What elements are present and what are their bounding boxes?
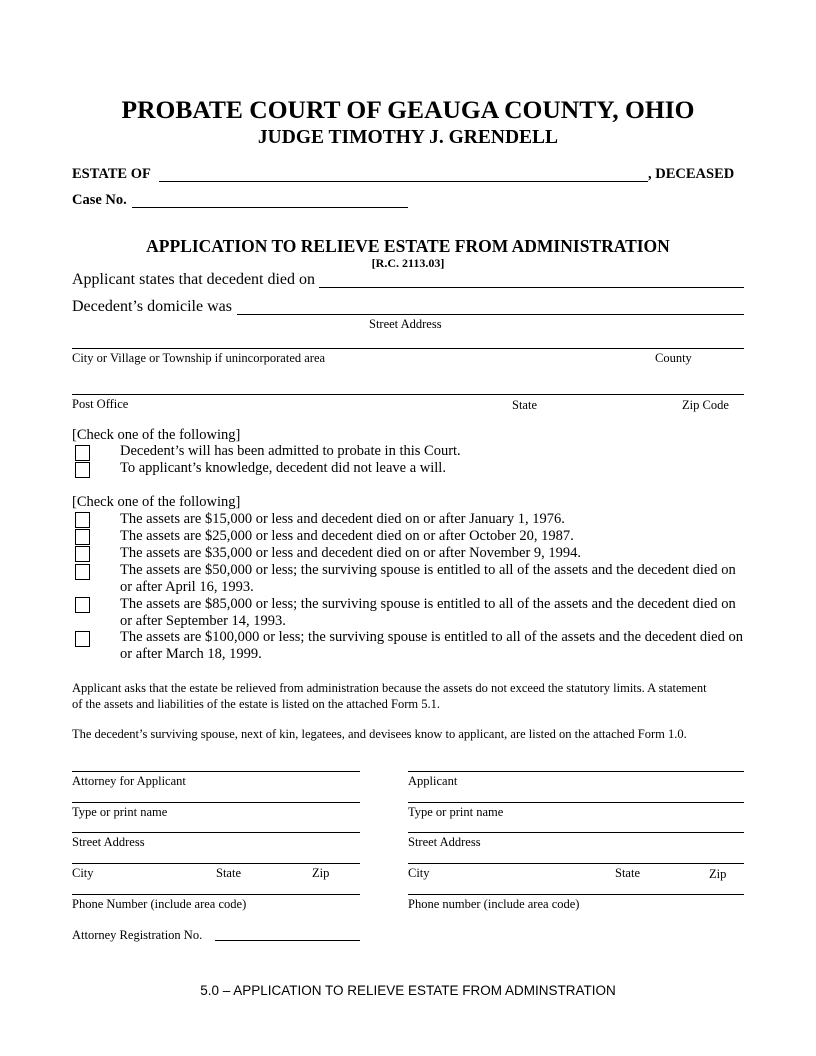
assets-25000-checkbox[interactable] (75, 529, 90, 545)
assets-100000-checkbox[interactable] (75, 631, 90, 647)
will-instruction: [Check one of the following] (72, 427, 241, 443)
next-of-kin-statement: The decedent’s surviving spouse, next of kin, legatees, and devisees know to applicant, are listed on the attached Form 1.0. (72, 727, 687, 741)
post-office-caption: Post Office (72, 397, 129, 411)
case-no-label: Case No. (72, 192, 127, 208)
applicant-zip-caption: Zip (709, 867, 727, 881)
assets-option-label: The assets are $50,000 or less; the surviving spouse is entitled to all of the assets and the decedent died on or after April 16, 1993. (120, 562, 736, 595)
form-title: APPLICATION TO RELIEVE ESTATE FROM ADMINISTRATION (146, 236, 670, 256)
assets-option-label: The assets are $100,000 or less; the surviving spouse is entitled to all of the assets and the decedent died on or after March 18, 1999. (120, 629, 743, 662)
deceased-label: , DECEASED (648, 166, 735, 182)
assets-50000-checkbox[interactable] (75, 564, 90, 580)
applicant-street-caption: Street Address (408, 835, 481, 849)
estate-of-label: ESTATE OF (72, 166, 151, 182)
attorney-signature-caption: Attorney for Applicant (72, 774, 186, 788)
attorney-phone-line[interactable] (72, 894, 360, 895)
assets-option-label: The assets are $25,000 or less and decedent died on or after October 20, 1987. (120, 528, 574, 544)
will-option-label: To applicant’s knowledge, decedent did not leave a will. (120, 460, 446, 476)
assets-option-label: The assets are $35,000 or less and decedent died on or after November 9, 1994. (120, 545, 582, 561)
post-office-field[interactable] (72, 394, 744, 395)
applicant-signature-line[interactable] (408, 771, 744, 772)
relief-request-statement: Applicant asks that the estate be relieved from administration because the assets do not exceed the statutory limits. A statement of the assets and liabilities of the estate is listed on the attached Form 5.1. (72, 681, 707, 711)
court-title: PROBATE COURT OF GEAUGA COUNTY, OHIO (121, 95, 695, 124)
attorney-state-caption: State (216, 866, 241, 880)
attorney-city-caption: City (72, 866, 94, 880)
applicant-street-line[interactable] (408, 832, 744, 833)
applicant-state-caption: State (615, 866, 640, 880)
attorney-registration-field[interactable] (215, 940, 360, 941)
assets-option-label: The assets are $15,000 or less and decedent died on or after January 1, 1976. (120, 511, 565, 527)
applicant-phone-caption: Phone number (include area code) (408, 897, 580, 911)
attorney-phone-caption: Phone Number (include area code) (72, 897, 247, 911)
attorney-street-caption: Street Address (72, 835, 145, 849)
attorney-registration-label: Attorney Registration No. (72, 928, 203, 942)
attorney-zip-caption: Zip (312, 866, 330, 880)
applicant-city-line[interactable] (408, 863, 744, 864)
street-address-caption: Street Address (369, 317, 442, 331)
city-county-field[interactable] (72, 348, 744, 349)
applicant-city-caption: City (408, 866, 430, 880)
judge-name: JUDGE TIMOTHY J. GRENDELL (257, 127, 559, 148)
assets-85000-checkbox[interactable] (75, 597, 90, 613)
applicant-phone-line[interactable] (408, 894, 744, 895)
attorney-name-line[interactable] (72, 802, 360, 803)
zip-code-caption: Zip Code (682, 398, 729, 412)
estate-name-field[interactable] (159, 181, 648, 182)
will-admitted-checkbox[interactable] (75, 445, 90, 461)
died-on-label: Applicant states that decedent died on (72, 271, 316, 288)
case-no-field[interactable] (132, 207, 408, 208)
will-option-label: Decedent’s will has been admitted to probate in this Court. (120, 443, 461, 459)
no-will-checkbox[interactable] (75, 462, 90, 478)
attorney-street-line[interactable] (72, 832, 360, 833)
attorney-name-caption: Type or print name (72, 805, 168, 819)
date-of-death-field[interactable] (319, 287, 744, 288)
assets-15000-checkbox[interactable] (75, 512, 90, 528)
attorney-city-line[interactable] (72, 863, 360, 864)
applicant-name-caption: Type or print name (408, 805, 504, 819)
city-caption: City or Village or Township if unincorporated area (72, 351, 326, 365)
assets-35000-checkbox[interactable] (75, 546, 90, 562)
attorney-signature-line[interactable] (72, 771, 360, 772)
statute-reference: [R.C. 2113.03] (371, 256, 445, 270)
applicant-name-line[interactable] (408, 802, 744, 803)
domicile-label: Decedent’s domicile was (72, 298, 232, 315)
assets-option-label: The assets are $85,000 or less; the surviving spouse is entitled to all of the assets and the decedent died on or after September 14, 1993. (120, 596, 736, 629)
state-caption: State (512, 398, 537, 412)
form-footer: 5.0 – APPLICATION TO RELIEVE ESTATE FROM ADMINSTRATION (200, 983, 616, 998)
assets-instruction: [Check one of the following] (72, 494, 241, 510)
street-address-field[interactable] (237, 314, 744, 315)
county-caption: County (655, 351, 692, 365)
applicant-signature-caption: Applicant (408, 774, 458, 788)
